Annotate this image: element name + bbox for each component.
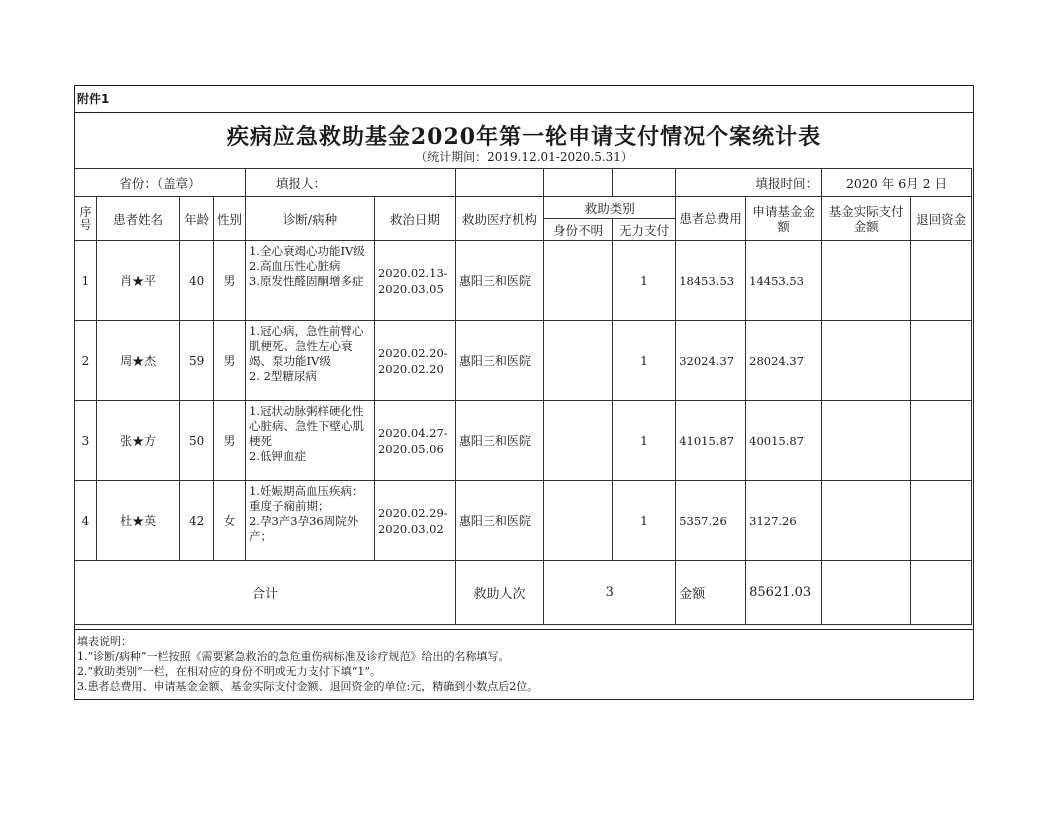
date-from: 2020.02.29- xyxy=(377,505,448,520)
cell-name: 周★杰 xyxy=(96,321,179,401)
cell-total-cost: 18453.53 xyxy=(676,241,746,321)
cell-diagnosis xyxy=(245,401,374,481)
cell-fund-paid xyxy=(822,321,911,401)
cell-fund-requested: 14453.53 xyxy=(746,241,822,321)
header-refund: 退回资金 xyxy=(911,197,972,241)
total-count-value: 3 xyxy=(544,561,676,625)
province-label: 省份：（盖章） xyxy=(75,169,246,197)
cell-fund-requested: 40015.87 xyxy=(746,401,822,481)
total-blank-1 xyxy=(822,561,911,625)
cell-unable-to-pay: 1 xyxy=(612,241,676,321)
total-label: 合计 xyxy=(75,561,456,625)
header-gender: 性别 xyxy=(214,197,246,241)
date-from: 2020.02.20- xyxy=(377,345,448,360)
statistics-form xyxy=(74,85,974,700)
total-count-label: 救助人次 xyxy=(455,561,543,625)
cell-fund-requested: 28024.37 xyxy=(746,321,822,401)
cell-unable-to-pay: 1 xyxy=(612,321,676,401)
diagnosis-line: 3.原发性醛固酮增多症 xyxy=(248,274,364,288)
cell-fund-paid xyxy=(822,481,911,561)
cell-age: 42 xyxy=(180,481,214,561)
cell-unknown-identity xyxy=(544,481,612,561)
table-row xyxy=(75,321,972,401)
header-seq: 序号 xyxy=(75,197,97,241)
case-table xyxy=(74,168,972,625)
cell-gender: 男 xyxy=(214,321,246,401)
header-institution: 救助医疗机构 xyxy=(455,197,543,241)
total-blank-2 xyxy=(911,561,972,625)
cell-treatment-date xyxy=(374,401,455,481)
cell-name: 张★方 xyxy=(96,401,179,481)
date-to: 2020.03.02 xyxy=(377,521,444,536)
header-treatment-date: 救治日期 xyxy=(374,197,455,241)
cell-institution: 惠阳三和医院 xyxy=(455,321,543,401)
notes-heading: 填表说明： xyxy=(77,635,132,648)
filler-label: 填报人： xyxy=(245,169,455,197)
cell-age: 50 xyxy=(180,401,214,481)
cell-name: 杜★英 xyxy=(96,481,179,561)
note-item: 2.“救助类别”一栏，在相对应的身份不明或无力支付下填“1”。 xyxy=(77,665,381,678)
header-row-1 xyxy=(75,197,972,219)
cell-total-cost: 5357.26 xyxy=(676,481,746,561)
cell-total-cost: 41015.87 xyxy=(676,401,746,481)
cell-treatment-date xyxy=(374,321,455,401)
cell-institution: 惠阳三和医院 xyxy=(455,481,543,561)
diagnosis-line: 1.妊娠期高血压疾病：重度子痫前期； xyxy=(248,484,364,513)
table-row xyxy=(75,401,972,481)
cell-refund xyxy=(911,321,972,401)
total-row xyxy=(75,561,972,625)
cell-name: 肖★平 xyxy=(96,241,179,321)
header-category: 救助类别 xyxy=(544,197,676,219)
note-item: 1.“诊断/病种”一栏按照《需要紧急救治的急危重伤病标准及诊疗规范》给出的名称填写。 xyxy=(77,650,510,663)
cell-refund xyxy=(911,401,972,481)
cell-fund-paid xyxy=(822,241,911,321)
header-diagnosis: 诊断/病种 xyxy=(245,197,374,241)
date-from: 2020.02.13- xyxy=(377,265,448,280)
cell-refund xyxy=(911,481,972,561)
header-name: 患者姓名 xyxy=(96,197,179,241)
cell-seq: 3 xyxy=(75,401,97,481)
cell-diagnosis xyxy=(245,481,374,561)
meta-blank-1 xyxy=(455,169,543,197)
diagnosis-line: 1.全心衰竭心功能IV级 xyxy=(248,244,365,258)
cell-unknown-identity xyxy=(544,401,612,481)
diagnosis-line: 2.低钾血症 xyxy=(248,449,306,463)
cell-institution: 惠阳三和医院 xyxy=(455,401,543,481)
total-amount-value: 85621.03 xyxy=(746,561,822,625)
cell-refund xyxy=(911,241,972,321)
header-unknown-identity: 身份不明 xyxy=(544,219,612,241)
diagnosis-line: 2.孕3产3孕36周院外产； xyxy=(248,514,359,543)
form-subtitle: （统计期间：2019.12.01-2020.5.31） xyxy=(415,150,633,164)
cell-age: 40 xyxy=(180,241,214,321)
header-unable-to-pay: 无力支付 xyxy=(612,219,676,241)
cell-seq: 1 xyxy=(75,241,97,321)
cell-seq: 2 xyxy=(75,321,97,401)
cell-fund-paid xyxy=(822,401,911,481)
date-from: 2020.04.27- xyxy=(377,425,448,440)
cell-institution: 惠阳三和医院 xyxy=(455,241,543,321)
cell-treatment-date xyxy=(374,481,455,561)
date-value: 2020 年 6月 2 日 xyxy=(822,169,972,197)
cell-total-cost: 32024.37 xyxy=(676,321,746,401)
note-item: 3.患者总费用、申请基金金额、基金实际支付金额、退回资金的单位:元，精确到小数点后2位。 xyxy=(77,680,539,693)
cell-unable-to-pay: 1 xyxy=(612,401,676,481)
diagnosis-line: 1.冠状动脉粥样硬化性心脏病、急性下壁心肌梗死 xyxy=(248,404,364,448)
cell-gender: 女 xyxy=(214,481,246,561)
date-to: 2020.05.06 xyxy=(377,441,444,456)
form-title: 疾病应急救助基金2020年第一轮申请支付情况个案统计表 xyxy=(226,124,822,150)
cell-seq: 4 xyxy=(75,481,97,561)
date-label: 填报时间： xyxy=(676,169,822,197)
meta-blank-2 xyxy=(544,169,612,197)
diagnosis-line: 2. 2型糖尿病 xyxy=(248,369,317,383)
table-row xyxy=(75,241,972,321)
cell-treatment-date xyxy=(374,241,455,321)
cell-unknown-identity xyxy=(544,321,612,401)
meta-blank-3 xyxy=(612,169,676,197)
cell-fund-requested: 3127.26 xyxy=(746,481,822,561)
date-to: 2020.02.20 xyxy=(377,361,444,376)
table-row xyxy=(75,481,972,561)
diagnosis-line: 2.高血压性心脏病 xyxy=(248,259,341,273)
cell-gender: 男 xyxy=(214,241,246,321)
header-total-cost: 患者总费用 xyxy=(676,197,746,241)
cell-diagnosis xyxy=(245,241,374,321)
cell-age: 59 xyxy=(180,321,214,401)
attachment-label: 附件1 xyxy=(77,92,110,106)
header-age: 年龄 xyxy=(180,197,214,241)
diagnosis-line: 1.冠心病，急性前臂心肌梗死、急性左心衰竭、泵功能IV级 xyxy=(248,324,364,368)
date-to: 2020.03.05 xyxy=(377,281,444,296)
cell-unable-to-pay: 1 xyxy=(612,481,676,561)
form-notes xyxy=(75,629,973,698)
header-fund-paid: 基金实际支付金额 xyxy=(822,197,911,241)
total-amount-label: 金额 xyxy=(676,561,746,625)
cell-diagnosis xyxy=(245,321,374,401)
cell-gender: 男 xyxy=(214,401,246,481)
cell-unknown-identity xyxy=(544,241,612,321)
meta-row xyxy=(75,169,972,197)
header-fund-requested: 申请基金金额 xyxy=(746,197,822,241)
